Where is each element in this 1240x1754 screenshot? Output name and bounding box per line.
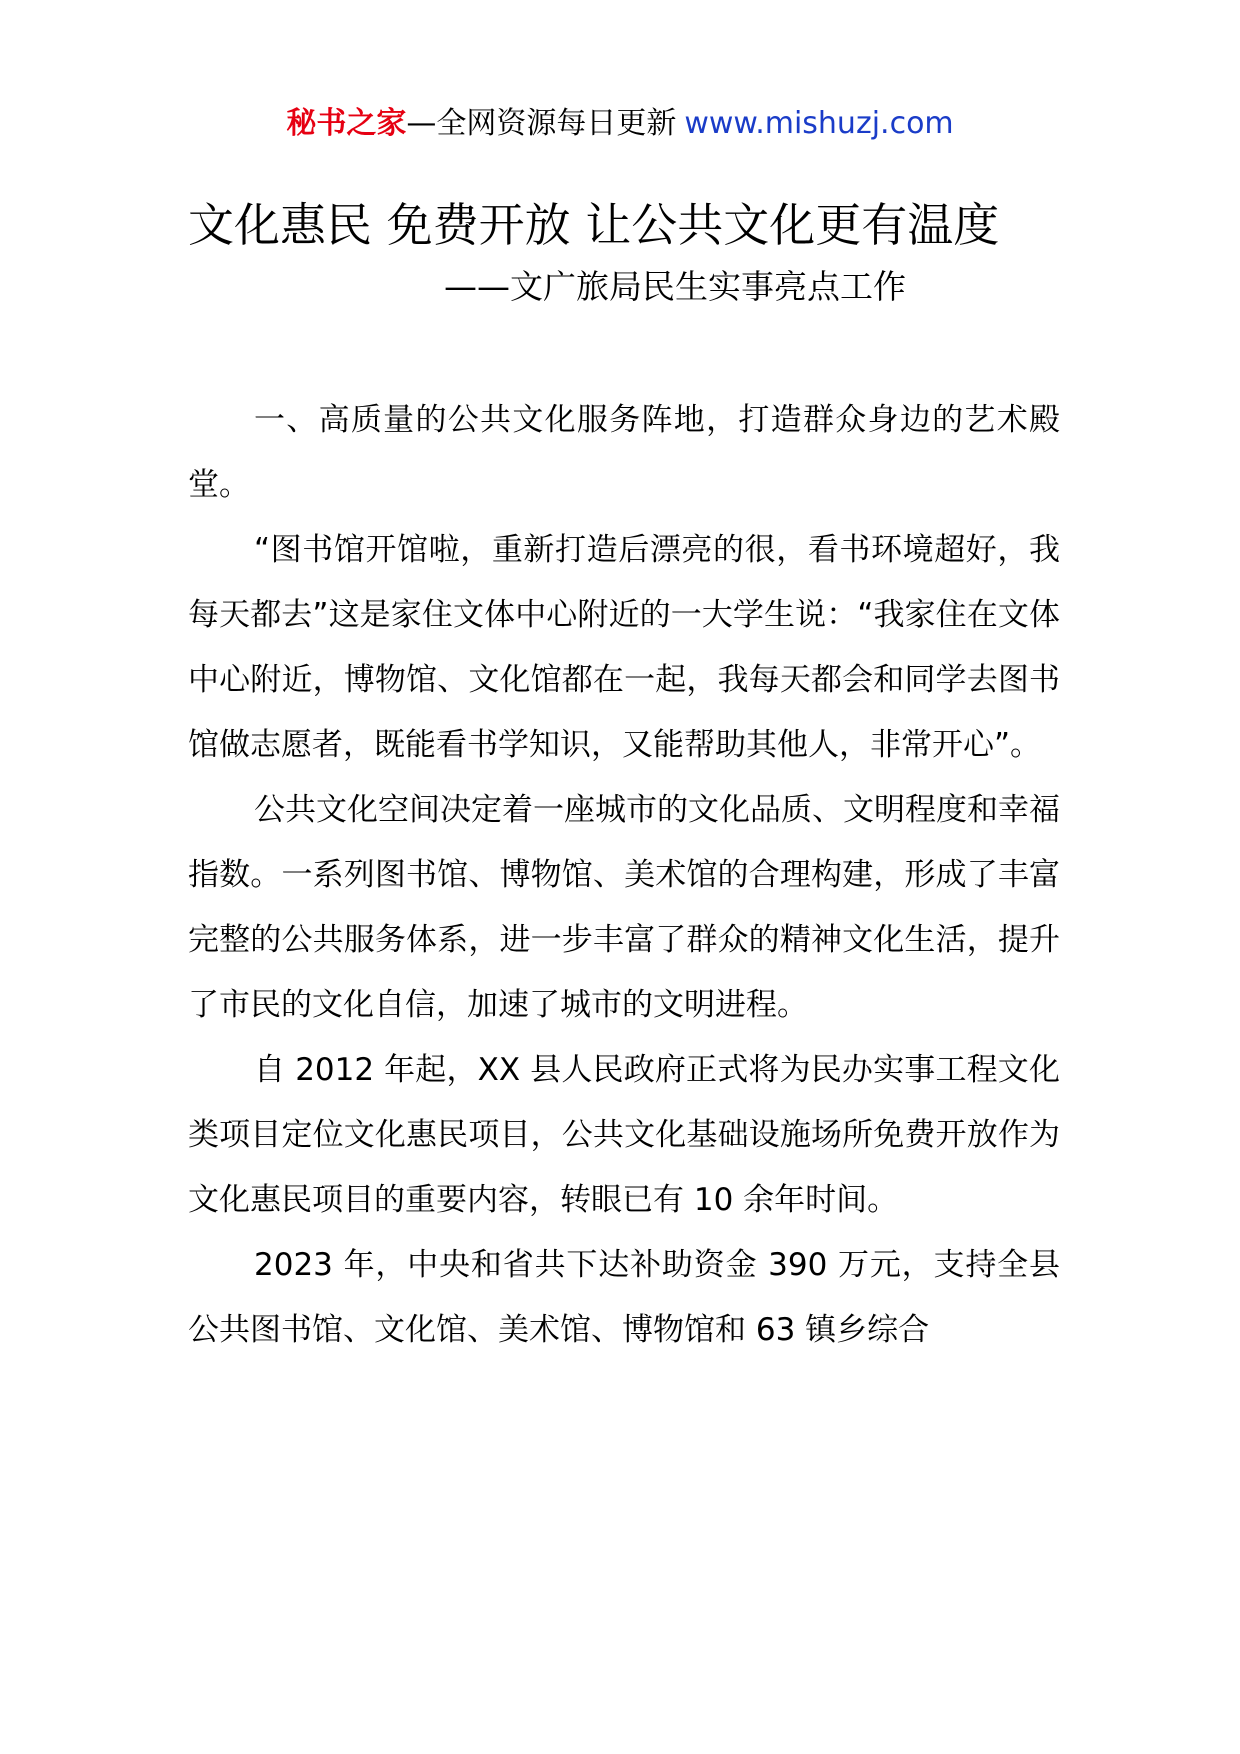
paragraph: 公共文化空间决定着一座城市的文化品质、文明程度和幸福指数。一系列图书馆、博物馆、美术馆的合理构建，形成了丰富完整的公共服务体系，进一步丰富了群众的精神文化生活，提升了市民的文化自信，加速了城市的文明进程。 (188, 792, 1060, 1023)
header-tagline: —全网资源每日更新 (406, 106, 677, 141)
paragraph: “图书馆开馆啦，重新打造后漂亮的很，看书环境超好，我每天都去”这是家住文体中心附近的一大学生说：“我家住在文体中心附近，博物馆、文化馆都在一起，我每天都会和同学去图书馆做志愿者，既能看书学知识，又能帮助其他人，非常开心”。 (188, 532, 1060, 763)
paragraph: 一、高质量的公共文化服务阵地，打造群众身边的艺术殿堂。 (188, 402, 1060, 503)
paragraph: 自 2012 年起，XX 县人民政府正式将为民办实事工程文化类项目定位文化惠民项目，公共文化基础设施场所免费开放作为文化惠民项目的重要内容，转眼已有 10 余年时间。 (188, 1052, 1060, 1218)
site-header (0, 100, 1240, 148)
paragraph: 2023 年，中央和省共下达补助资金 390 万元，支持全县公共图书馆、文化馆、美术馆、博物馆和 63 镇乡综合 (188, 1247, 1060, 1348)
brand-name: 秘书之家 (286, 106, 407, 141)
document-title: 文化惠民 免费开放 让公共文化更有温度 (188, 198, 1000, 252)
document-subtitle: ——文广旅局民生实事亮点工作 (444, 267, 906, 306)
site-url-link[interactable]: www.mishuzj.com (684, 106, 954, 141)
document-body (188, 388, 1060, 1363)
